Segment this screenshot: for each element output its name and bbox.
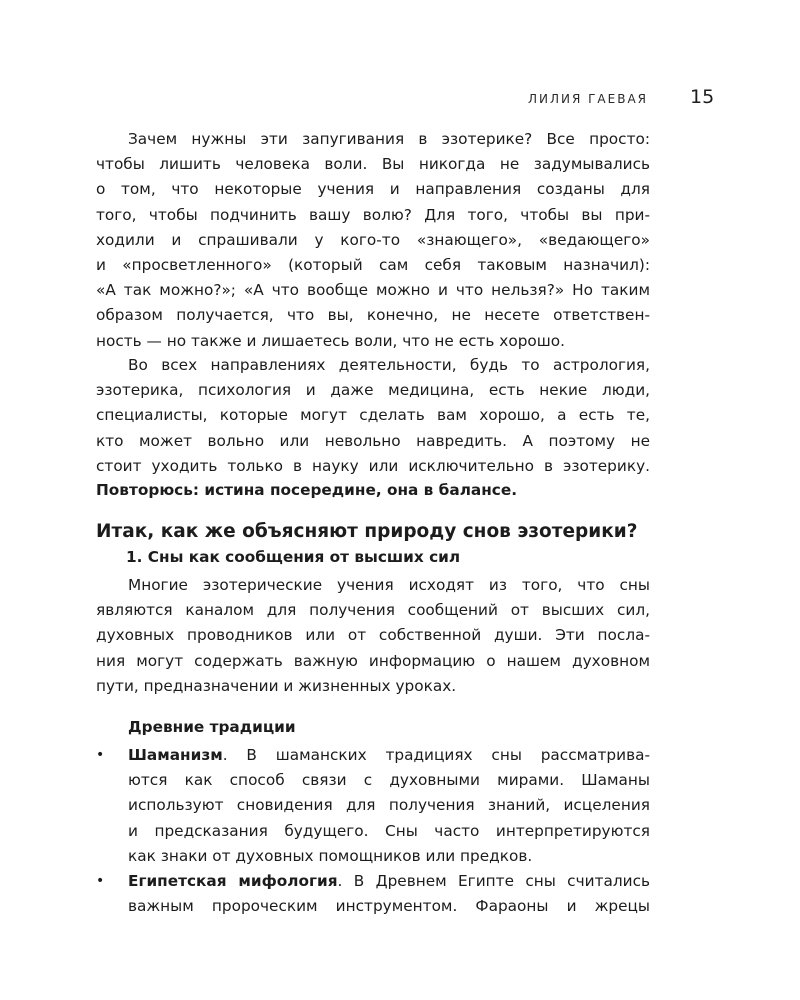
paragraph-1 [96, 127, 650, 354]
bullet-list [96, 743, 650, 919]
list-item-first-line [128, 869, 650, 894]
text-line: используют сновидения для получения знаний, исцеления [128, 796, 650, 815]
text-line: ния могут содержать важную информацию о нашем духовном [96, 651, 650, 670]
text-line: стоит уходить только в науку или исключительно в эзотерику. [96, 456, 650, 475]
list-item-term: Шаманизм [128, 746, 223, 764]
list-item-text: . В шаманских традициях сны рассматрива- [222, 746, 650, 764]
page-number: 15 [690, 86, 715, 108]
text-line: эзотерика, психология и даже медицина, есть некие люди, [96, 381, 650, 400]
text-line: кто может вольно или невольно навредить. А поэтому не [96, 431, 650, 450]
text-line: ность — но также и лишаетесь воли, что не есть хорошо. [96, 331, 566, 350]
text-line: пути, предназначении и жизненных уроках. [96, 676, 457, 695]
text-line: важным пророческим инструментом. Фараоны и жрецы [128, 897, 650, 916]
text-line: о том, что некоторые учения и направления созданы для [96, 180, 650, 199]
list-item-egyptian-mythology [96, 869, 650, 919]
text-line: Во всех направлениях деятельности, будь то астрология, [128, 356, 650, 374]
paragraph-2 [96, 353, 650, 479]
section-heading: Итак, как же объясняют природу снов эзотерики? [96, 521, 638, 542]
running-header-author: ЛИЛИЯ ГАЕВАЯ [527, 92, 648, 106]
text-line: специалисты, которые могут сделать вам хорошо, а есть те, [96, 406, 650, 425]
bullet-icon: • [96, 747, 105, 763]
list-item-term: Египетская мифология [128, 872, 338, 891]
text-line: образом получается, что вы, конечно, не несете ответствен- [96, 306, 650, 325]
bullet-icon: • [96, 873, 105, 890]
list-title: Древние традиции [128, 718, 296, 736]
list-item-shamanism [96, 743, 650, 869]
text-line: Многие эзотерические учения исходят из того, что сны [128, 576, 650, 594]
text-line: духовных проводников или от собственной души. Эти посла- [96, 626, 650, 645]
text-line: и предсказания будущего. Сны часто интерпретируются [128, 821, 650, 840]
text-line: ходили и спрашивали у кого-то «знающего», «ведающего» [96, 230, 650, 249]
text-line: чтобы лишить человека воли. Вы никогда не задумывались [96, 155, 650, 174]
paragraph-3-emphasis [96, 478, 650, 503]
text-line: как знаки от духовных помощников или предков. [128, 846, 533, 865]
bold-statement: Повторюсь: истина посередине, она в балансе. [96, 481, 518, 499]
text-line: того, чтобы подчинить вашу волю? Для того, чтобы вы при- [96, 205, 650, 224]
list-item-first-line [128, 743, 650, 768]
text-line: Зачем нужны эти запугивания в эзотерике? Все просто: [128, 130, 650, 148]
list-item-text: . В Древнем Египте сны считались [337, 872, 651, 891]
numbered-subheading: 1. Сны как сообщения от высших сил [126, 548, 461, 566]
section-paragraph [96, 573, 650, 699]
text-line: ются как способ связи с духовными мирами. Шаманы [128, 771, 650, 790]
text-line: являются каналом для получения сообщений от высших сил, [96, 601, 650, 620]
text-line: и «просветленного» (который сам себя таковым назначил): [96, 256, 650, 275]
text-line: «А так можно?»; «А что вообще можно и что нельзя?» Но таким [96, 281, 650, 300]
